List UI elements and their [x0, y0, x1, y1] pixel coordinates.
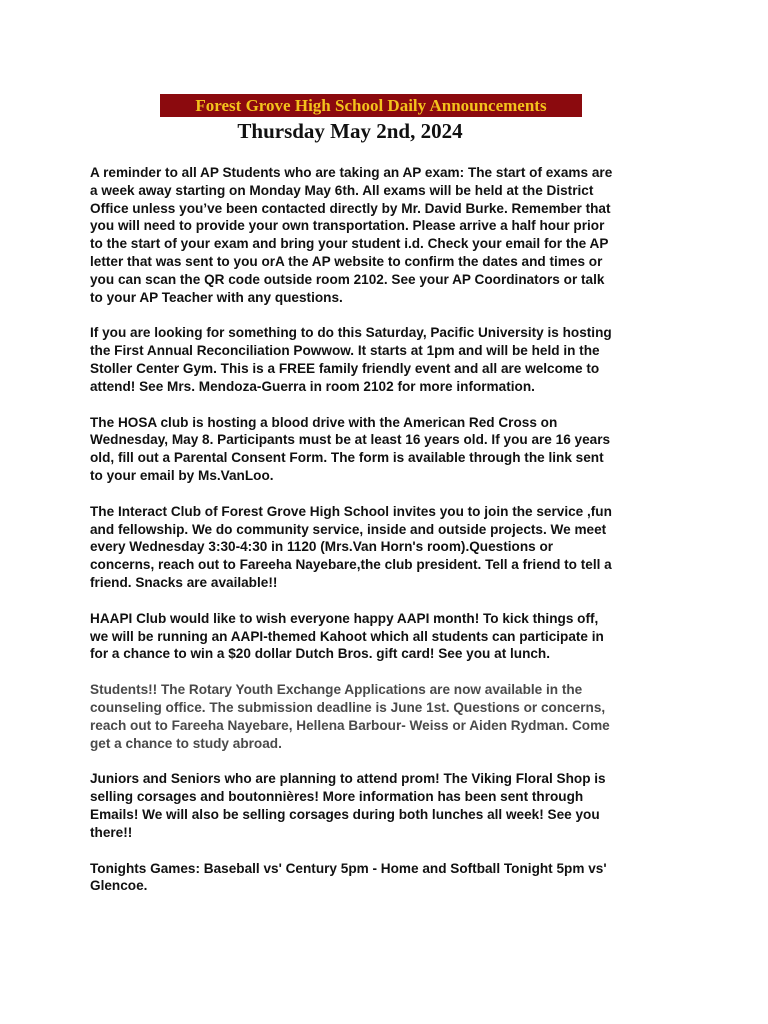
announcement-tonights-games: Tonights Games: Baseball vs' Century 5pm - Home and Softball Tonight 5pm vs' Glencoe. — [90, 860, 607, 894]
announcements-body — [90, 164, 680, 913]
announcement-blood-drive: The HOSA club is hosting a blood drive with the American Red Cross on Wednesday, May 8. Participants must be at least 16 years old. If you are 16 years old, fill out a Parental Consent Form. The form is available through the link sent to your email by Ms.VanLoo. — [90, 414, 611, 483]
announcement-prom-corsages: Juniors and Seniors who are planning to attend prom! The Viking Floral Shop is selling corsages and boutonnières! More information has been sent through Emails! We will also be selling corsages during both lunches all week! See you there!! — [90, 771, 606, 840]
title-banner — [160, 94, 582, 117]
page-title: Forest Grove High School Daily Announcements — [195, 96, 547, 115]
announcement-ap-exams: A reminder to all AP Students who are taking an AP exam: The start of exams are a week away starting on Monday May 6th. All exams will be held at the District Office unless you’ve been contacted directly by Mr. David Burke. Remember that you will need to provide your own transportation. Please arrive a half hour prior to the start of your exam and bring your student i.d. Check your email for the AP letter that was sent to you orA the AP website to confirm the dates and times or you can scan the QR code outside room 2102. See your AP Coordinators or talk to your AP Teacher with any questions. — [90, 165, 613, 305]
announcement-interact-club: The Interact Club of Forest Grove High School invites you to join the service ,fun and fellowship. We do community service, inside and outside projects. We meet every Wednesday 3:30-4:30 in 1120 (Mrs.Van Horn's room).Questions or concerns, reach out to Fareeha Nayebare,the club president. Tell a friend to tell a friend. Snacks are available!! — [90, 503, 612, 590]
announcement-rotary-exchange: Students!! The Rotary Youth Exchange Applications are now available in the counseling office. The submission deadline is June 1st. Questions or concerns, reach out to Fareeha Nayebare, Hellena Barbour- Weiss or Aiden Rydman. Come get a chance to study abroad. — [90, 682, 610, 751]
announcement-date: Thursday May 2nd, 2024 — [237, 119, 463, 143]
announcement-haapi-club: HAAPI Club would like to wish everyone happy AAPI month! To kick things off, we will be running an AAPI-themed Kahoot which all students can participate in for a chance to win a $20 dollar Dutch Bros. gift card! See you at lunch. — [90, 610, 604, 662]
announcement-powwow: If you are looking for something to do this Saturday, Pacific University is hosting the First Annual Reconciliation Powwow. It starts at 1pm and will be held in the Stoller Center Gym. This is a FREE family friendly event and all are welcome to attend! See Mrs. Mendoza-Guerra in room 2102 for more information. — [90, 325, 612, 394]
